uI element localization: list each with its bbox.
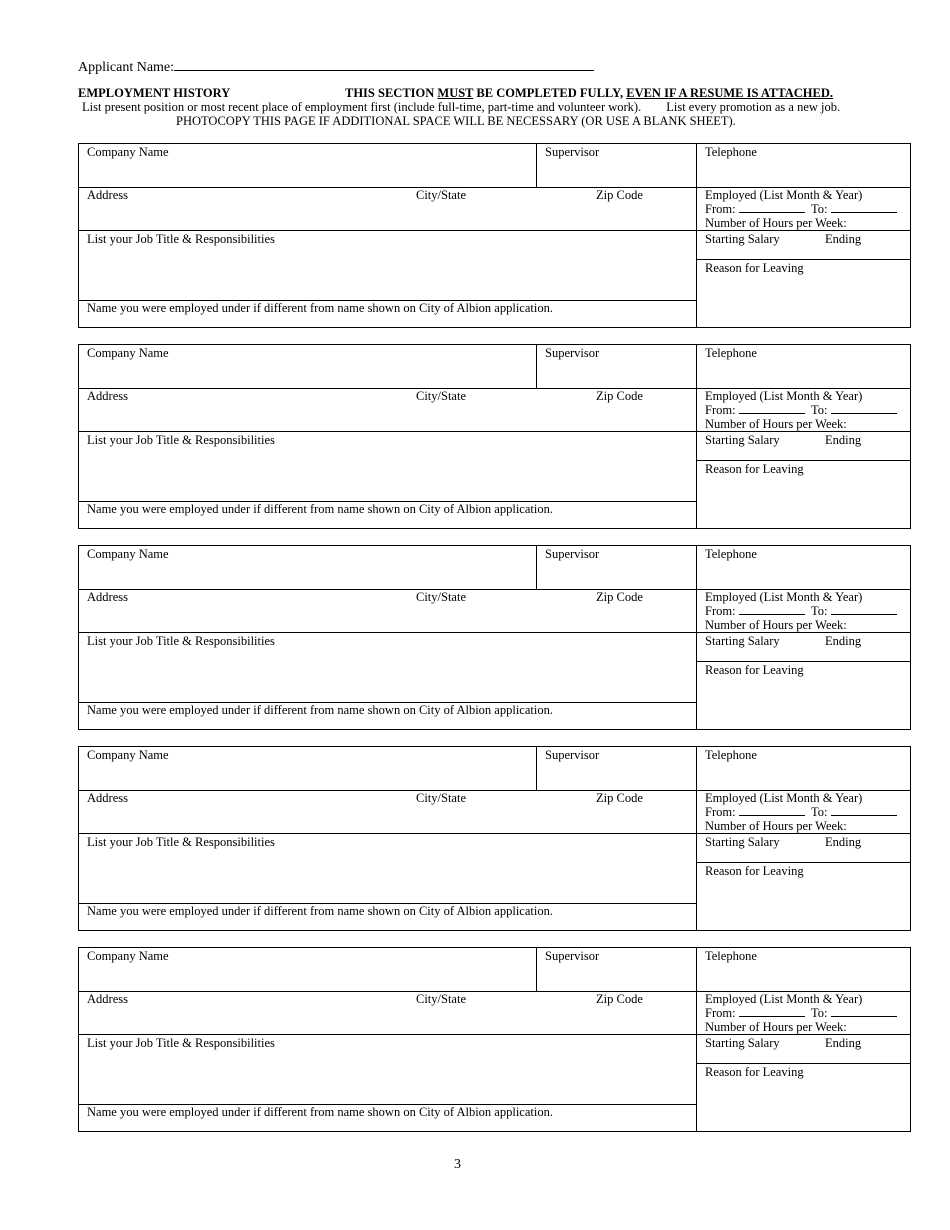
reason-for-leaving-input[interactable] [696,862,910,930]
address-input[interactable] [79,388,696,431]
ending-salary-label: Ending [825,835,862,849]
supervisor-label: Supervisor [545,547,600,561]
job-title-input[interactable] [79,431,696,501]
applicant-name-line[interactable] [174,56,594,71]
job-title-label: List your Job Title & Responsibilities [87,232,275,246]
telephone-input[interactable] [696,747,910,790]
address-input[interactable] [79,187,696,230]
address-label: Address [87,590,128,604]
page-number: 3 [454,1157,461,1172]
starting-salary-label: Starting Salary [705,634,780,648]
from-date-input[interactable] [739,1006,805,1017]
from-date-input[interactable] [739,805,805,816]
supervisor-label: Supervisor [545,346,600,360]
supervisor-label: Supervisor [545,145,600,159]
telephone-label: Telephone [705,145,757,159]
employment-block [78,143,911,328]
city-state-label: City/State [416,188,466,202]
company-name-label: Company Name [87,949,169,963]
section-notice: THIS SECTION MUST BE COMPLETED FULLY, EVEN IF A RESUME IS ATTACHED. [345,86,833,100]
zip-code-label: Zip Code [596,791,643,805]
telephone-input[interactable] [696,345,910,388]
employment-block [78,947,911,1132]
section-title: EMPLOYMENT HISTORY [78,86,231,100]
instruction-line-2: PHOTOCOPY THIS PAGE IF ADDITIONAL SPACE WILL BE NECESSARY (OR USE A BLANK SHEET). [176,114,736,128]
hours-label: Number of Hours per Week: [705,618,847,632]
company-name-input[interactable] [79,546,536,589]
supervisor-label: Supervisor [545,748,600,762]
city-state-label: City/State [416,992,466,1006]
zip-code-label: Zip Code [596,389,643,403]
to-date-input[interactable] [831,202,897,213]
job-title-input[interactable] [79,230,696,300]
address-input[interactable] [79,790,696,833]
applicant-name-label: Applicant Name: [78,60,175,75]
to-date-input[interactable] [831,805,897,816]
from-to-row: From: To: [705,805,897,820]
city-state-label: City/State [416,389,466,403]
company-name-input[interactable] [79,144,536,187]
name-under-input[interactable] [79,501,696,528]
telephone-input[interactable] [696,948,910,991]
employment-block [78,746,911,931]
supervisor-input[interactable] [536,144,696,187]
employed-label: Employed (List Month & Year) [705,791,863,805]
reason-for-leaving-label: Reason for Leaving [705,663,804,677]
from-to-row: From: To: [705,403,897,418]
from-date-input[interactable] [739,202,805,213]
city-state-label: City/State [416,791,466,805]
starting-salary-label: Starting Salary [705,1036,780,1050]
telephone-input[interactable] [696,144,910,187]
company-name-input[interactable] [79,345,536,388]
from-to-row: From: To: [705,604,897,619]
reason-for-leaving-input[interactable] [696,661,910,729]
applicant-name-field[interactable] [78,56,594,76]
from-to-row: From: To: [705,202,897,217]
job-title-label: List your Job Title & Responsibilities [87,433,275,447]
reason-for-leaving-input[interactable] [696,460,910,528]
ending-salary-label: Ending [825,232,862,246]
address-label: Address [87,992,128,1006]
to-date-input[interactable] [831,403,897,414]
reason-for-leaving-input[interactable] [696,259,910,327]
ending-salary-label: Ending [825,433,862,447]
name-under-input[interactable] [79,702,696,729]
telephone-label: Telephone [705,346,757,360]
address-label: Address [87,389,128,403]
from-date-input[interactable] [739,604,805,615]
name-under-label: Name you were employed under if different from name shown on City of Albion application. [87,904,553,918]
name-under-label: Name you were employed under if different from name shown on City of Albion application. [87,301,553,315]
from-to-row: From: To: [705,1006,897,1021]
zip-code-label: Zip Code [596,992,643,1006]
name-under-input[interactable] [79,903,696,930]
telephone-label: Telephone [705,748,757,762]
supervisor-input[interactable] [536,345,696,388]
instruction-line-1: List present position or most recent place of employment first (include full-time, part-time and volunteer work). List every promotion as a new job. [82,100,841,114]
reason-for-leaving-label: Reason for Leaving [705,261,804,275]
company-name-label: Company Name [87,346,169,360]
job-title-input[interactable] [79,632,696,702]
city-state-label: City/State [416,590,466,604]
to-date-input[interactable] [831,604,897,615]
hours-label: Number of Hours per Week: [705,819,847,833]
reason-for-leaving-label: Reason for Leaving [705,864,804,878]
hours-label: Number of Hours per Week: [705,216,847,230]
name-under-label: Name you were employed under if different from name shown on City of Albion application. [87,1105,553,1119]
ending-salary-label: Ending [825,1036,862,1050]
hours-label: Number of Hours per Week: [705,417,847,431]
job-title-label: List your Job Title & Responsibilities [87,634,275,648]
employed-label: Employed (List Month & Year) [705,590,863,604]
telephone-label: Telephone [705,547,757,561]
reason-for-leaving-input[interactable] [696,1063,910,1131]
to-date-input[interactable] [831,1006,897,1017]
name-under-label: Name you were employed under if different from name shown on City of Albion application. [87,502,553,516]
company-name-label: Company Name [87,547,169,561]
employed-label: Employed (List Month & Year) [705,389,863,403]
job-title-label: List your Job Title & Responsibilities [87,1036,275,1050]
employment-block [78,545,911,730]
address-label: Address [87,188,128,202]
name-under-input[interactable] [79,1104,696,1131]
starting-salary-label: Starting Salary [705,232,780,246]
name-under-input[interactable] [79,300,696,327]
reason-for-leaving-label: Reason for Leaving [705,462,804,476]
employed-label: Employed (List Month & Year) [705,992,863,1006]
zip-code-label: Zip Code [596,188,643,202]
supervisor-input[interactable] [536,546,696,589]
address-input[interactable] [79,991,696,1034]
company-name-label: Company Name [87,145,169,159]
company-name-label: Company Name [87,748,169,762]
supervisor-label: Supervisor [545,949,600,963]
ending-salary-label: Ending [825,634,862,648]
employment-block [78,344,911,529]
job-title-input[interactable] [79,833,696,903]
telephone-label: Telephone [705,949,757,963]
starting-salary-label: Starting Salary [705,835,780,849]
company-name-input[interactable] [79,948,536,991]
job-title-label: List your Job Title & Responsibilities [87,835,275,849]
employed-label: Employed (List Month & Year) [705,188,863,202]
reason-for-leaving-label: Reason for Leaving [705,1065,804,1079]
company-name-input[interactable] [79,747,536,790]
address-input[interactable] [79,589,696,632]
supervisor-input[interactable] [536,747,696,790]
name-under-label: Name you were employed under if different from name shown on City of Albion application. [87,703,553,717]
supervisor-input[interactable] [536,948,696,991]
job-title-input[interactable] [79,1034,696,1104]
hours-label: Number of Hours per Week: [705,1020,847,1034]
address-label: Address [87,791,128,805]
from-date-input[interactable] [739,403,805,414]
zip-code-label: Zip Code [596,590,643,604]
starting-salary-label: Starting Salary [705,433,780,447]
telephone-input[interactable] [696,546,910,589]
